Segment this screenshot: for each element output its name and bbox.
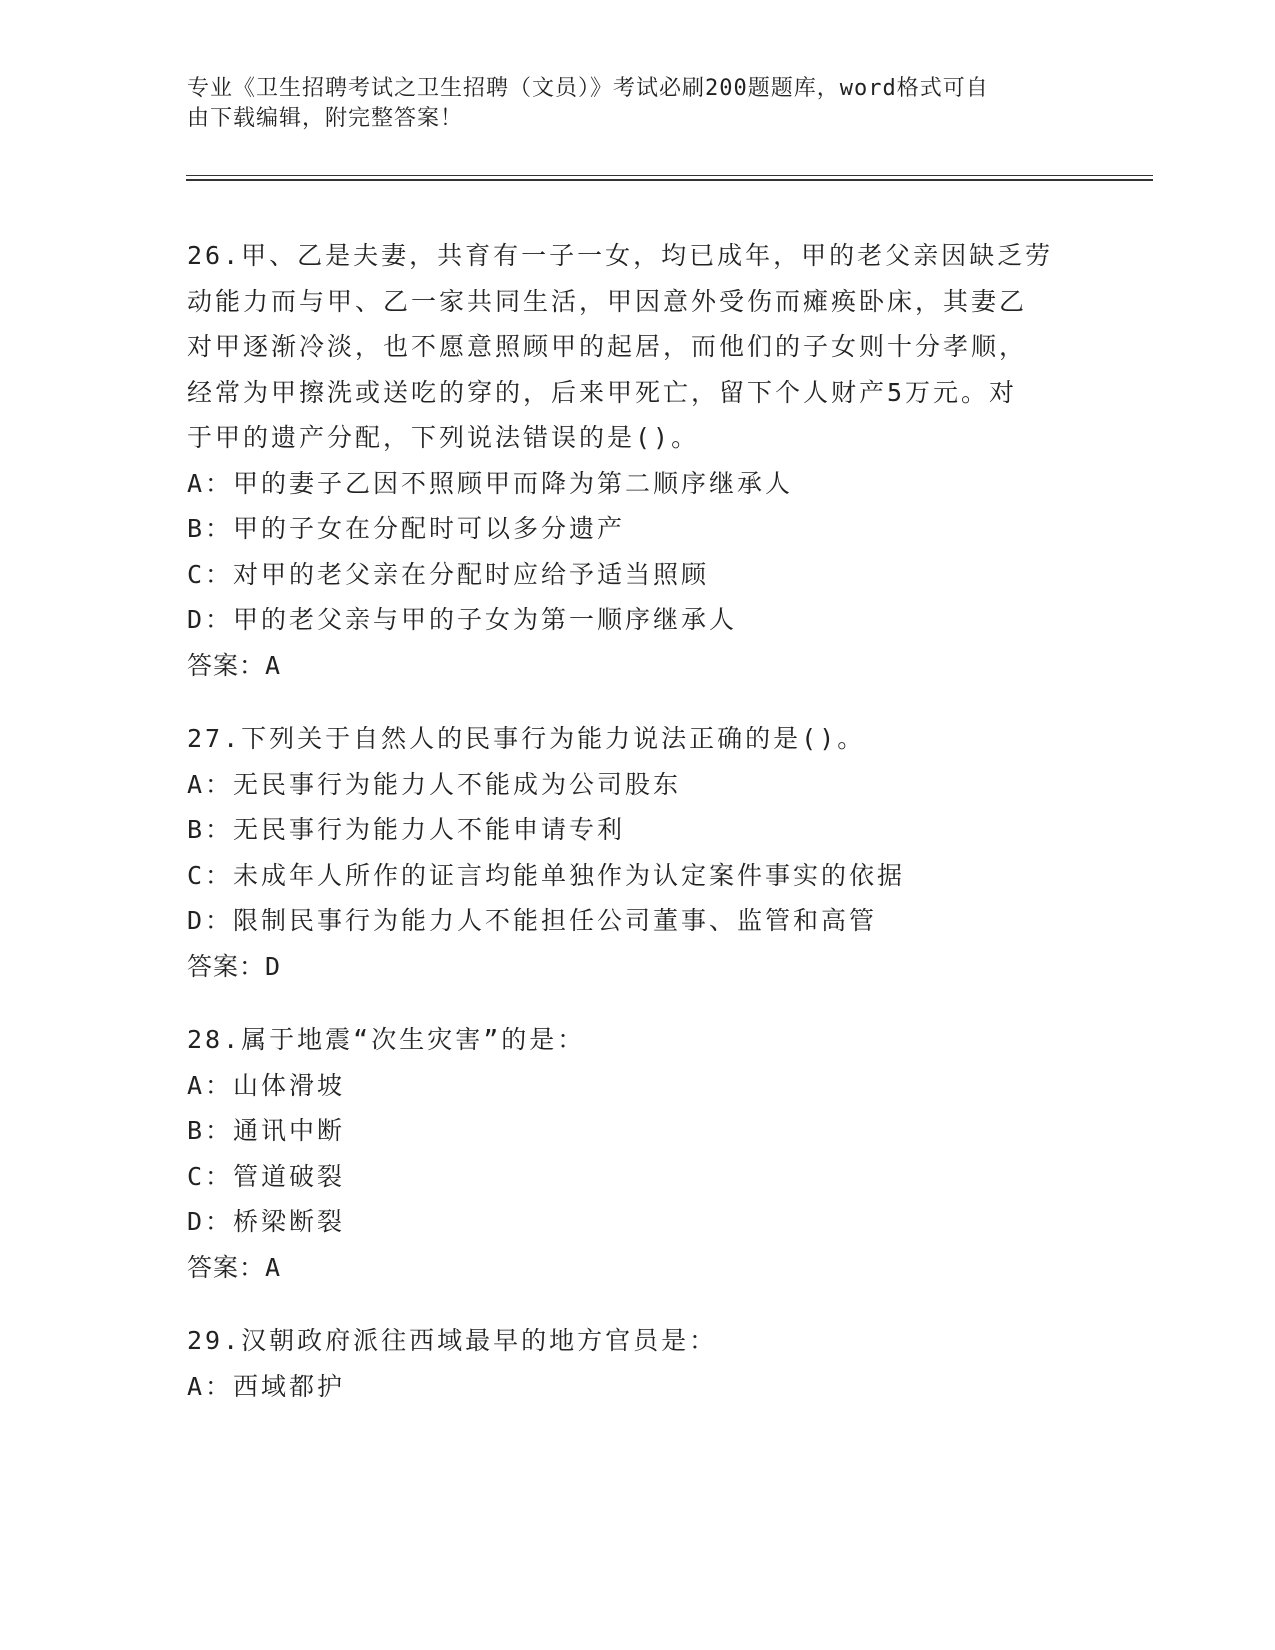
question-stem-line: 28.属于地震“次生灾害”的是： bbox=[187, 1025, 586, 1054]
header-line-1: 专业《卫生招聘考试之卫生招聘（文员）》考试必刷200题题库，word格式可自 bbox=[187, 76, 989, 101]
option-c: C：对甲的老父亲在分配时应给予适当照顾 bbox=[187, 559, 710, 589]
question-list bbox=[187, 233, 1087, 1437]
option-a: A：山体滑坡 bbox=[187, 1070, 346, 1100]
question-stem-line: 26.甲、乙是夫妻，共育有一子一女，均已成年，甲的老父亲因缺乏劳 bbox=[187, 241, 1054, 270]
answer-line: 答案：A bbox=[187, 1252, 282, 1282]
header-divider-thin bbox=[186, 175, 1153, 176]
question-stem-line: 动能力而与甲、乙一家共同生活，甲因意外受伤而瘫痪卧床，其妻乙 bbox=[187, 286, 1028, 316]
option-b: B：通讯中断 bbox=[187, 1116, 346, 1145]
header-line-2: 由下载编辑，附完整答案！ bbox=[187, 106, 464, 131]
option-d: D：甲的老父亲与甲的子女为第一顺序继承人 bbox=[187, 605, 738, 634]
question-stem-line: 27.下列关于自然人的民事行为能力说法正确的是()。 bbox=[187, 724, 866, 753]
option-a: A：甲的妻子乙因不照顾甲而降为第二顺序继承人 bbox=[187, 468, 794, 498]
question-stem-line: 经常为甲擦洗或送吃的穿的，后来甲死亡，留下个人财产5万元。对 bbox=[187, 377, 1018, 407]
answer-line: 答案：A bbox=[187, 650, 282, 680]
document-header bbox=[187, 74, 1087, 134]
option-c: C：管道破裂 bbox=[187, 1161, 346, 1191]
header-divider-thick bbox=[186, 179, 1153, 181]
option-a: A：西域都护 bbox=[187, 1371, 346, 1401]
question-stem-line: 于甲的遗产分配，下列说法错误的是()。 bbox=[187, 423, 700, 452]
option-c: C：未成年人所作的证言均能单独作为认定案件事实的依据 bbox=[187, 860, 906, 890]
option-d: D：桥梁断裂 bbox=[187, 1207, 346, 1236]
question-27 bbox=[187, 716, 1087, 989]
question-26 bbox=[187, 233, 1087, 688]
option-a: A：无民事行为能力人不能成为公司股东 bbox=[187, 769, 682, 799]
option-b: B：甲的子女在分配时可以多分遗产 bbox=[187, 514, 626, 543]
option-b: B：无民事行为能力人不能申请专利 bbox=[187, 815, 626, 844]
question-stem-line: 对甲逐渐冷淡，也不愿意照顾甲的起居，而他们的子女则十分孝顺， bbox=[187, 332, 1028, 361]
option-d: D：限制民事行为能力人不能担任公司董事、监管和高管 bbox=[187, 906, 878, 935]
question-stem-line: 29.汉朝政府派往西域最早的地方官员是： bbox=[187, 1326, 718, 1355]
answer-line: 答案：D bbox=[187, 951, 282, 981]
question-29 bbox=[187, 1318, 1087, 1409]
question-28 bbox=[187, 1017, 1087, 1290]
